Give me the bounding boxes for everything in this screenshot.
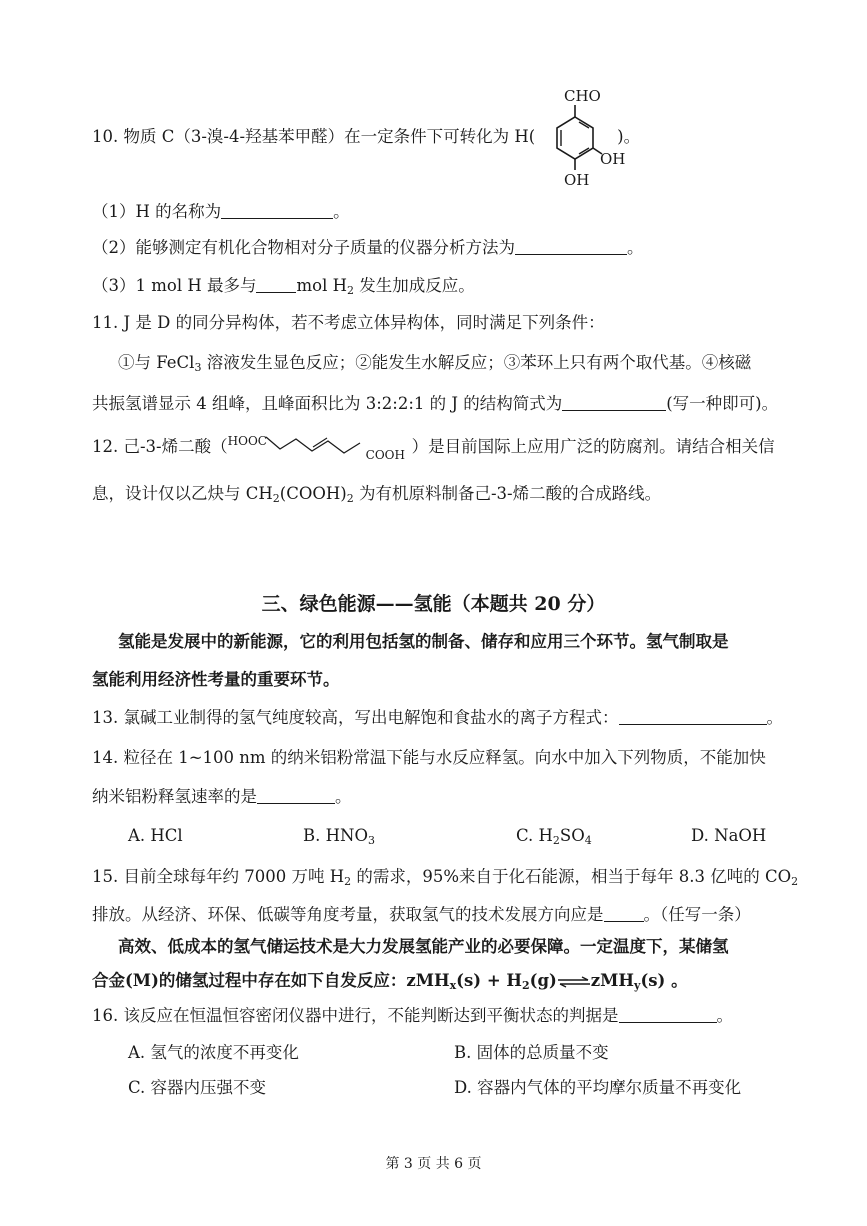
- q14-stem: 14. 粒径在 1~100 nm 的纳米铝粉常温下能与水反应释氢。向水中加入下列物质，不能加快: [92, 748, 766, 767]
- answer-blank[interactable]: [562, 394, 666, 411]
- q15-ask: 排放。从经济、环保、低碳等角度考量，获取氢气的技术发展方向应是 。（任写一条）: [92, 905, 751, 924]
- answer-blank[interactable]: [619, 1006, 717, 1023]
- q12-detail: 息，设计仅以乙炔与 $CH_2(COOH)_2$ 为有机原料制备己-3-烯二酸的合成路线。: [92, 484, 662, 505]
- q14-ask: 纳米铝粉释氢速率的是 。: [92, 787, 352, 806]
- page-footer: 第 3 页 共 6 页: [385, 1156, 482, 1172]
- answer-blank[interactable]: [619, 708, 767, 725]
- q16-option-a[interactable]: A. 氢气的浓度不再变化: [128, 1043, 299, 1062]
- section-intro-line2: 氢能利用经济性考量的重要环节。: [92, 670, 340, 689]
- answer-blank[interactable]: [604, 905, 644, 922]
- hexenedioic-structure: HOOC COOH: [227, 434, 405, 462]
- answer-blank[interactable]: [256, 276, 296, 293]
- q12-stem: 12. 己-3-烯二酸（ HOOC COOH ）是目前国际上应用广泛的防腐剂。请结合相关信: [92, 434, 775, 462]
- q14-option-d[interactable]: D. NaOH: [691, 826, 767, 845]
- q13-stem: 13. 氯碱工业制得的氢气纯度较高，写出电解饱和食盐水的离子方程式： 。: [92, 708, 783, 727]
- q16-option-d[interactable]: D. 容器内气体的平均摩尔质量不再变化: [454, 1078, 742, 1097]
- storage-intro-line1: 高效、低成本的氢气储运技术是大力发展氢能产业的必要保障。一定温度下，某储氢: [118, 937, 729, 956]
- cho-label: CHO: [564, 87, 601, 105]
- q11-stem: 11. J 是 D 的同分异构体，若不考虑立体异构体，同时满足下列条件：: [92, 313, 605, 332]
- q16-option-c[interactable]: C. 容器内压强不变: [128, 1078, 267, 1097]
- q10-part2: （2）能够测定有机化合物相对分子质量的仪器分析方法为 。: [92, 238, 644, 257]
- q10-part3: （3）1 mol H 最多与 mol $H_2$ 发生加成反应。: [92, 276, 475, 297]
- q14-option-a[interactable]: A. HCl: [128, 826, 183, 845]
- q14-option-b[interactable]: B. $HNO_3$: [303, 826, 375, 847]
- storage-intro-line2: 合金(M)的储氢过程中存在如下自发反应：$zMH_x(s) + H_2(g)$ zMH$_y$(s) 。: [92, 971, 688, 992]
- q16-option-b[interactable]: B. 固体的总质量不变: [454, 1043, 609, 1062]
- section-intro-line1: 氢能是发展中的新能源，它的利用包括氢的制备、储存和应用三个环节。氢气制取是: [118, 632, 729, 651]
- equilibrium-arrow: [557, 976, 591, 988]
- section-title: 三、绿色能源——氢能（本题共 20 分）: [261, 593, 606, 615]
- q10-stem: 10. 物质 C（3-溴-4-羟基苯甲醛）在一定条件下可转化为 H( )。: [92, 127, 641, 146]
- oh-label-right: OH: [600, 150, 626, 168]
- q15-stem: 15. 目前全球每年约 7000 万吨 $H_2$ 的需求，95%来自于化石能源，相当于每年 8.3 亿吨的 $CO_2$: [92, 867, 799, 888]
- oh-label-bottom: OH: [564, 171, 590, 189]
- q11-conditions: ①与 FeCl$_3$ 溶液发生显色反应；②能发生水解反应；③苯环上只有两个取代基。④核磁: [118, 353, 752, 374]
- q14-option-c[interactable]: C. $H_2SO_4$: [516, 826, 592, 847]
- q11-ask: 共振氢谱显示 4 组峰，且峰面积比为 3:2:2:1 的 J 的结构简式为 (写一种即可)。: [92, 394, 779, 413]
- answer-blank[interactable]: [515, 238, 627, 255]
- answer-blank[interactable]: [257, 787, 335, 804]
- q10-part1: （1）H 的名称为 。: [92, 202, 350, 221]
- answer-blank[interactable]: [221, 202, 333, 219]
- q16-stem: 16. 该反应在恒温恒容密闭仪器中进行，不能判断达到平衡状态的判据是 。: [92, 1006, 733, 1025]
